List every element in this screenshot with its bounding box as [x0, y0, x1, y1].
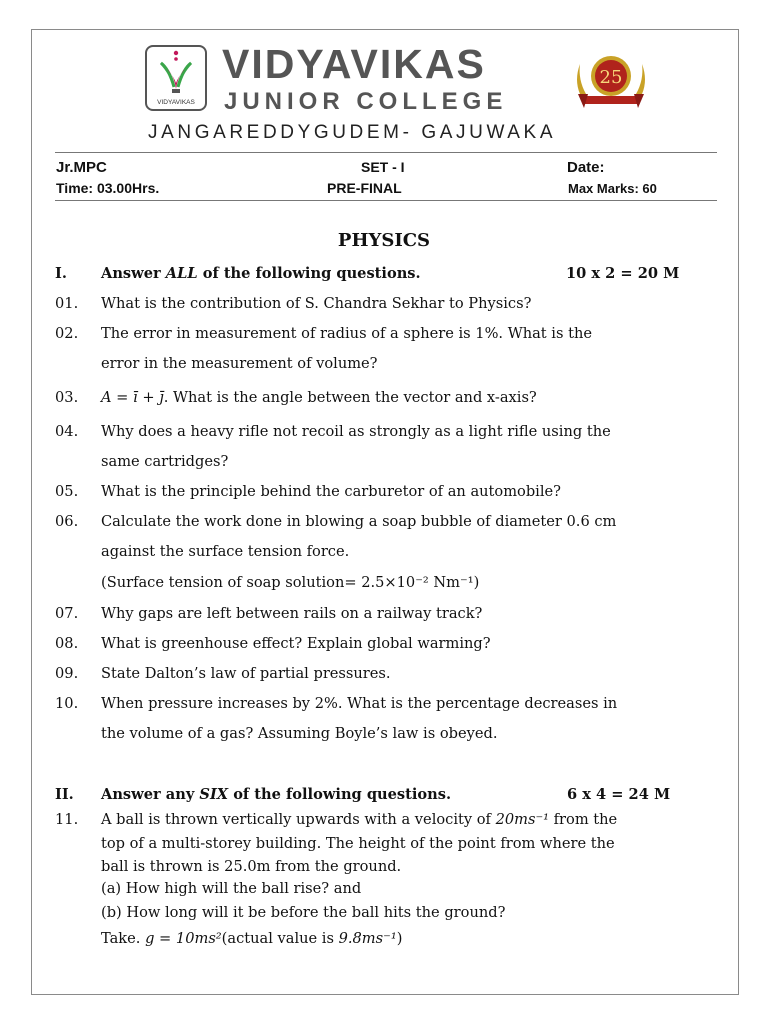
surface-tension-value: = 2.5×10⁻² Nm⁻¹: [344, 574, 474, 591]
question-text: [101, 391, 537, 406]
question-text: Why gaps are left between rails on a railway track?: [101, 605, 483, 622]
question-text: A ball is thrown vertically upwards with a velocity of 20ms⁻¹ from the: [101, 811, 618, 828]
header-rule-bottom: [55, 200, 717, 201]
brand-name: VIDYAVIKAS: [222, 41, 486, 87]
question-text: top of a multi-storey building. The height of the point from where the: [101, 835, 615, 852]
question-number: 06.: [55, 513, 79, 530]
question-text: What is the contribution of S. Chandra Sekhar to Physics?: [101, 295, 532, 312]
college-logo: [145, 45, 207, 111]
section-2-heading: [0, 788, 768, 806]
question-text: (b) How long will it be before the ball hits the ground?: [101, 904, 506, 921]
question-text: error in the measurement of volume?: [101, 355, 378, 372]
section-2-instruction: Answer any SIX of the following questions.: [101, 786, 452, 803]
question-number: 07.: [55, 605, 79, 622]
section-1-numeral: I.: [55, 265, 67, 282]
question-text: When pressure increases by 2%. What is the percentage decreases in: [101, 695, 618, 712]
section-1-marks: 10 x 2 = 20 M: [566, 265, 680, 282]
subject-title: PHYSICS: [337, 230, 431, 251]
question-number: 08.: [55, 635, 79, 652]
question-number: 10.: [55, 695, 79, 712]
gravity-value: g = 10ms²: [145, 930, 222, 947]
section-1-heading: [0, 267, 768, 285]
question-text: State Dalton’s law of partial pressures.: [101, 665, 391, 682]
question-number: 05.: [55, 483, 79, 500]
section-1-instruction: Answer ALL of the following questions.: [101, 265, 421, 282]
question-number: 03.: [55, 389, 79, 406]
question-text: Calculate the work done in blowing a soap bubble of diameter 0.6 cm: [101, 513, 617, 530]
question-text: same cartridges?: [101, 453, 229, 470]
question-text: (a) How high will the ball rise? and: [101, 880, 362, 897]
question-number: 01.: [55, 295, 79, 312]
question-text: Take. g = 10ms²(actual value is 9.8ms⁻¹): [101, 930, 403, 947]
question-text: What is the principle behind the carburetor of an automobile?: [101, 483, 561, 500]
anniversary-badge: [572, 50, 650, 112]
date-label: Date:: [567, 159, 605, 176]
question-text: ball is thrown is 25.0m from the ground.: [101, 858, 402, 875]
question-text: The error in measurement of radius of a sphere is 1%. What is the: [101, 325, 593, 342]
question-number: 02.: [55, 325, 79, 342]
set-label: SET - I: [361, 159, 405, 175]
question-text: What is greenhouse effect? Explain global warming?: [101, 635, 491, 652]
header-rule-top: [55, 152, 717, 153]
time-label: Time: 03.00Hrs.: [56, 180, 160, 196]
question-number: 04.: [55, 423, 79, 440]
logo-v-icon: [147, 47, 205, 109]
question-text-rest: . What is the angle between the vector and x-axis?: [163, 389, 537, 406]
question-number: 09.: [55, 665, 79, 682]
velocity-value: 20ms⁻¹: [495, 811, 550, 828]
section-2-marks: 6 x 4 = 24 M: [567, 786, 671, 803]
actual-gravity-value: 9.8ms⁻¹: [338, 930, 397, 947]
logo-caption: VIDYAVIKAS: [157, 99, 195, 106]
college-location: JANGAREDDYGUDEM- GAJUWAKA: [148, 122, 557, 143]
question-text: Why does a heavy rifle not recoil as strongly as a light rifle using the: [101, 423, 611, 440]
exam-label: PRE-FINAL: [327, 180, 402, 196]
max-marks-label: Max Marks: 60: [568, 181, 657, 196]
note-text: (Surface tension of soap solution= 2.5×10⁻² Nm⁻¹): [101, 574, 480, 591]
question-text: against the surface tension force.: [101, 543, 350, 560]
question-text: the volume of a gas? Assuming Boyle’s law is obeyed.: [101, 725, 498, 742]
vector-expression: A = ī + j̄: [101, 389, 164, 406]
badge-number: 25: [599, 67, 623, 88]
college-name: JUNIOR COLLEGE: [224, 88, 508, 115]
section-2-numeral: II.: [55, 786, 74, 803]
class-label: Jr.MPC: [56, 159, 107, 176]
question-number: 11.: [55, 811, 79, 828]
